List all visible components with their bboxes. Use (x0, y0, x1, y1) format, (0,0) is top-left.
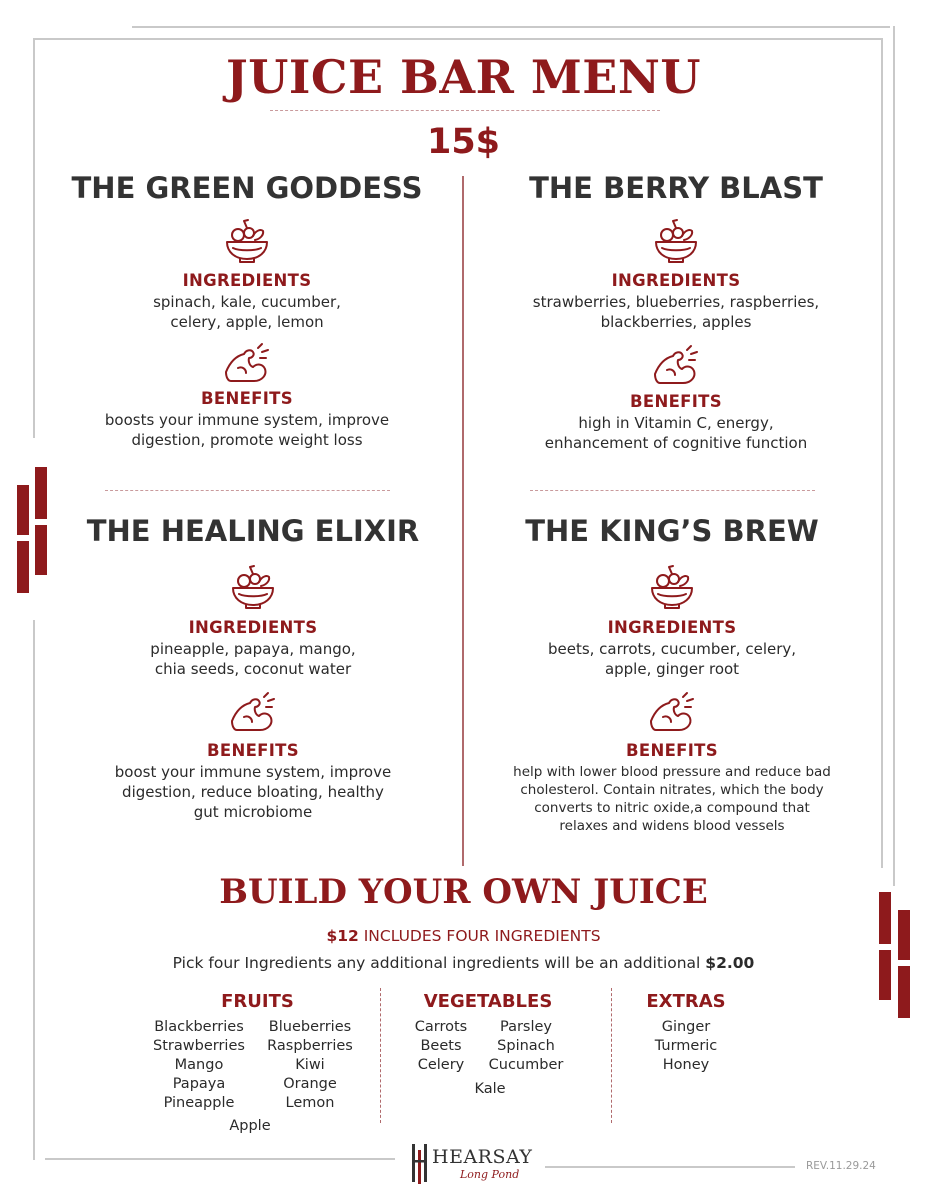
vegetables-heading: VEGETABLES (423, 991, 553, 1012)
menu-title: JUICE BAR MENU (225, 50, 702, 104)
extras-heading: EXTRAS (646, 991, 726, 1012)
column-divider (611, 988, 612, 1123)
juice-name: THE KING’S BREW (525, 514, 819, 548)
row-divider-left (105, 490, 390, 491)
logo-wordmark: HEARSAY (432, 1146, 533, 1168)
ingredients-text: spinach, kale, cucumber, celery, apple, lemon (153, 293, 341, 331)
fruits-list-extra: Apple (229, 1118, 271, 1134)
juice-card-green-goddess (37, 168, 457, 450)
ingredients-label: INGREDIENTS (182, 271, 312, 290)
ingredients-label: INGREDIENTS (607, 618, 737, 637)
fruits-list-left: Blackberries Strawberries Mango Papaya Pineapple (153, 1019, 245, 1111)
frame-inner-top-line (33, 38, 881, 40)
benefits-label: BENEFITS (207, 741, 299, 760)
logo-subtitle: Long Pond (460, 1168, 520, 1181)
frame-bottom-line (45, 1158, 395, 1160)
title-divider (270, 110, 660, 111)
benefits-label: BENEFITS (630, 392, 722, 411)
ingredients-text: pineapple, papaya, mango, chia seeds, coconut water (150, 640, 356, 678)
frame-top-line (132, 26, 890, 28)
food-bowl-icon (229, 564, 277, 610)
benefits-text: help with lower blood pressure and reduce bad cholesterol. Contain nitrates, which the body converts to nitric oxide,a compound that relaxes and widens blood vessels (513, 764, 831, 834)
column-divider (380, 988, 381, 1123)
benefits-label: BENEFITS (626, 741, 718, 760)
flexed-arm-icon (647, 691, 697, 733)
ingredients-text: strawberries, blueberries, raspberries, blackberries, apples (532, 293, 820, 331)
juice-name: THE GREEN GODDESS (71, 171, 423, 205)
logo-mark (410, 1142, 432, 1186)
build-your-own-price: $12 INCLUDES FOUR INGREDIENTS (326, 927, 601, 945)
benefits-text: high in Vitamin C, energy, enhancement of cognitive function (544, 414, 808, 452)
vegetables-list-extra: Kale (474, 1081, 506, 1097)
ingredients-text: beets, carrots, cucumber, celery, apple, ginger root (547, 640, 797, 678)
build-your-own-title: BUILD YOUR OWN JUICE (219, 872, 708, 912)
frame-bottom-right-line (545, 1166, 795, 1168)
juice-card-berry-blast (466, 168, 886, 453)
ingredients-label: INGREDIENTS (611, 271, 741, 290)
decor-bar (17, 541, 29, 593)
extras-list: Ginger Turmeric Honey (654, 1019, 718, 1073)
revision-date: REV.11.29.24 (806, 1160, 876, 1172)
juice-card-healing-elixir (43, 511, 463, 822)
row-divider-right (530, 490, 815, 491)
decor-bar (898, 966, 910, 1018)
ingredients-label: INGREDIENTS (188, 618, 318, 637)
food-bowl-icon (648, 564, 696, 610)
vegetables-list-left: Carrots Beets Celery (414, 1019, 468, 1073)
juice-name: THE HEALING ELIXIR (86, 514, 420, 548)
benefits-label: BENEFITS (201, 389, 293, 408)
benefits-text: boost your immune system, improve digestion, reduce bloating, healthy gut microbiome (114, 763, 392, 821)
food-bowl-icon (223, 218, 271, 264)
juice-name: THE BERRY BLAST (529, 171, 823, 205)
flexed-arm-icon (228, 691, 278, 733)
food-bowl-icon (652, 218, 700, 264)
juice-card-kings-brew (462, 511, 882, 835)
fruits-list-right: Blueberries Raspberries Kiwi Orange Lemon (267, 1019, 353, 1111)
hearsay-logo (410, 1140, 540, 1188)
benefits-text: boosts your immune system, improve digestion, promote weight loss (104, 411, 390, 449)
build-your-own-note: Pick four Ingredients any additional ingredients will be an additional $2.00 (172, 954, 755, 972)
menu-price: 15$ (426, 122, 501, 162)
fruits-heading: FRUITS (221, 991, 294, 1012)
flexed-arm-icon (222, 342, 272, 384)
flexed-arm-icon (651, 344, 701, 386)
vegetables-list-right: Parsley Spinach Cucumber (488, 1019, 564, 1073)
decor-bar (17, 485, 29, 535)
